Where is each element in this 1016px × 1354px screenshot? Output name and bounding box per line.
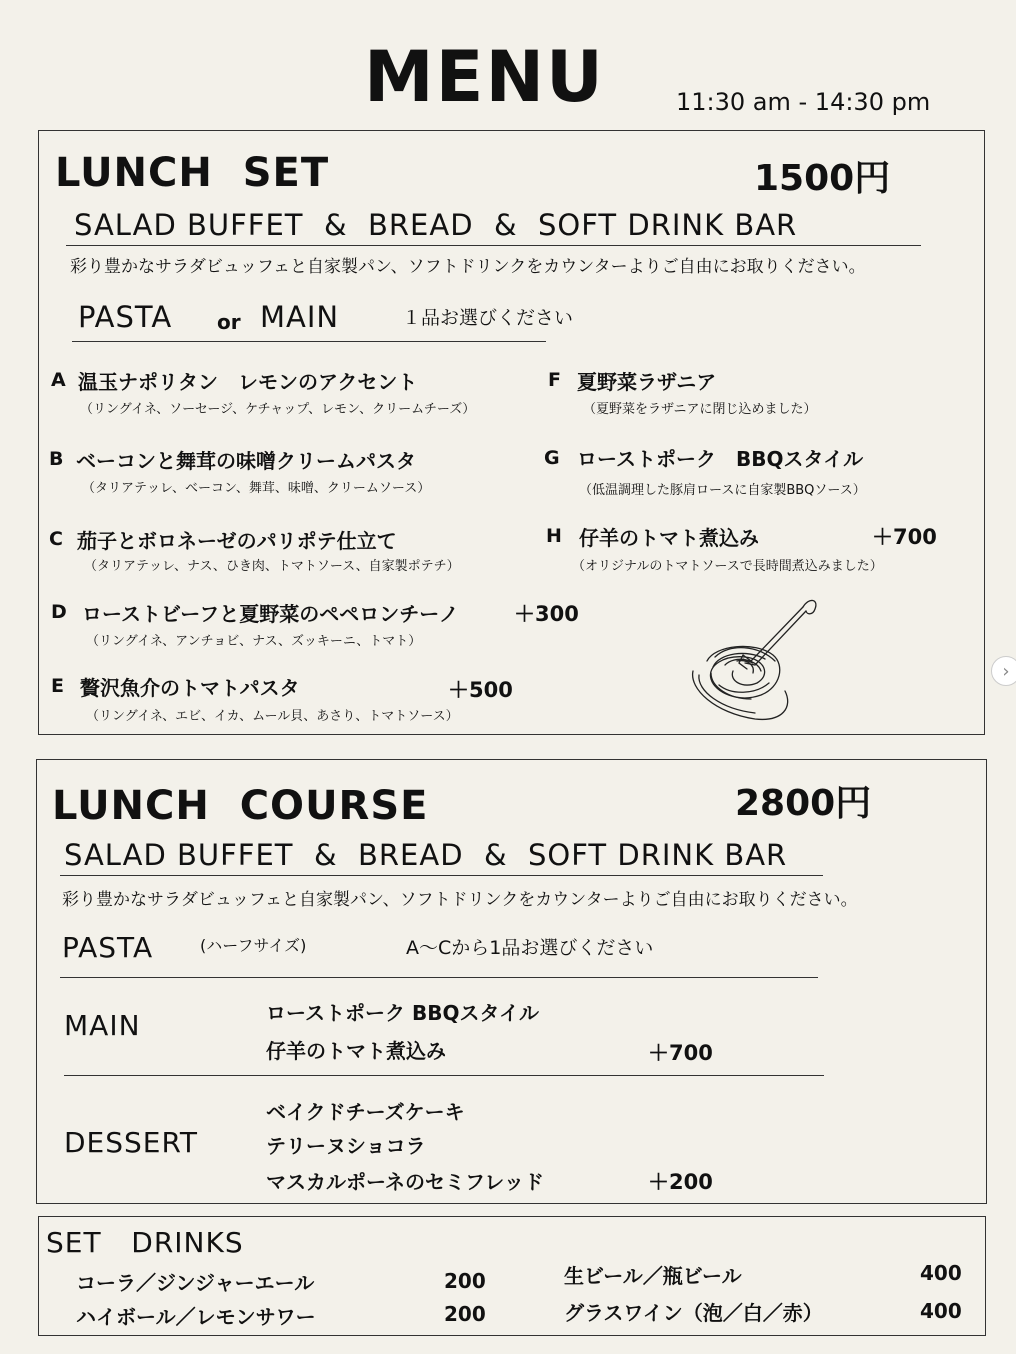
item-extra-price: ＋700 <box>872 525 937 549</box>
lunch-course-included: SALAD BUFFET & BREAD & SOFT DRINK BAR <box>64 838 788 872</box>
item-name: ローストビーフと夏野菜のペペロンチーノ <box>82 602 459 626</box>
drink-price: 400 <box>920 1299 962 1323</box>
drink-price: 200 <box>444 1302 486 1326</box>
lunch-course-price: 2800円 <box>735 783 872 824</box>
lunch-set-included-desc: 彩り豊かなサラダビュッフェと自家製パン、ソフトドリンクをカウンターよりご自由にお取りください。 <box>70 257 866 277</box>
lunch-set-included-rule <box>66 245 921 246</box>
item-note: （リングイネ、アンチョビ、ナス、ズッキーニ、トマト） <box>86 634 422 649</box>
item-letter: G <box>544 447 560 469</box>
item-extra-price: ＋300 <box>514 602 579 626</box>
drink-price: 200 <box>444 1269 486 1293</box>
chevron-right-icon[interactable]: › <box>991 656 1016 686</box>
course-main-rule <box>64 1075 824 1076</box>
lunch-set-choice-main: MAIN <box>260 300 340 334</box>
drink-price: 400 <box>920 1261 962 1285</box>
lunch-set-included: SALAD BUFFET & BREAD & SOFT DRINK BAR <box>74 208 798 242</box>
item-letter: D <box>51 601 67 623</box>
pasta-fork-illustration <box>685 595 825 723</box>
lunch-set-choice-note: １品お選びください <box>402 307 574 329</box>
course-main-item: 仔羊のトマト煮込み <box>266 1039 446 1063</box>
item-letter: C <box>49 528 63 550</box>
set-drinks-heading: SET DRINKS <box>46 1226 244 1259</box>
course-pasta-rule <box>60 977 818 978</box>
item-note: （低温調理した豚肩ロースに自家製BBQソース） <box>579 483 866 498</box>
course-main-label: MAIN <box>64 1009 141 1042</box>
item-name: 仔羊のトマト煮込み <box>579 526 759 550</box>
lunch-set-heading: LUNCH SET <box>55 150 330 196</box>
course-dessert-label: DESSERT <box>64 1126 199 1159</box>
course-pasta-label: PASTA <box>62 931 154 964</box>
page-title: MENU <box>364 36 605 118</box>
lunch-set-choice-pasta: PASTA <box>78 300 173 334</box>
drink-name: グラスワイン（泡／白／赤） <box>564 1301 823 1325</box>
item-letter: H <box>546 525 562 547</box>
course-main-item: ローストポーク BBQスタイル <box>266 1001 540 1025</box>
item-note: （タリアテッレ、ベーコン、舞茸、味噌、クリームソース） <box>82 481 431 496</box>
drink-name: 生ビール／瓶ビール <box>564 1264 742 1288</box>
item-letter: B <box>49 448 64 470</box>
lunch-course-heading: LUNCH COURSE <box>52 783 429 829</box>
lunch-set-price: 1500円 <box>754 158 891 199</box>
item-note: （オリジナルのトマトソースで長時間煮込みました） <box>572 559 883 574</box>
item-name: ローストポーク BBQスタイル <box>577 447 864 471</box>
item-letter: A <box>51 369 66 391</box>
item-letter: E <box>51 675 64 697</box>
item-name: 夏野菜ラザニア <box>577 370 717 394</box>
item-name: 贅沢魚介のトマトパスタ <box>80 676 300 700</box>
course-dessert-item: テリーヌショコラ <box>266 1134 426 1158</box>
item-name: ベーコンと舞茸の味噌クリームパスタ <box>76 449 416 473</box>
item-name: 茄子とボロネーゼのパリポテ仕立て <box>77 529 397 553</box>
lunch-course-included-desc: 彩り豊かなサラダビュッフェと自家製パン、ソフトドリンクをカウンターよりご自由にお取りください。 <box>62 890 858 910</box>
course-dessert-item: マスカルポーネのセミフレッド <box>266 1170 544 1194</box>
course-dessert-extra-price: ＋200 <box>648 1170 713 1194</box>
lunch-course-included-rule <box>60 875 823 876</box>
business-hours: 11:30 am - 14:30 pm <box>676 88 931 116</box>
lunch-set-choice-or: or <box>217 310 241 334</box>
item-note: （リングイネ、ソーセージ、ケチャップ、レモン、クリームチーズ） <box>80 402 476 417</box>
lunch-set-choice-rule <box>72 341 546 342</box>
item-note: （夏野菜をラザニアに閉じ込めました） <box>583 402 817 417</box>
item-extra-price: ＋500 <box>448 678 513 702</box>
item-letter: F <box>548 369 561 391</box>
drink-name: ハイボール／レモンサワー <box>76 1305 316 1329</box>
item-name: 温玉ナポリタン レモンのアクセント <box>78 370 418 394</box>
item-note: （タリアテッレ、ナス、ひき肉、トマトソース、自家製ポテチ） <box>84 559 460 574</box>
course-main-extra-price: ＋700 <box>648 1041 713 1065</box>
drink-name: コーラ／ジンジャーエール <box>76 1271 315 1295</box>
item-note: （リングイネ、エビ、イカ、ムール貝、あさり、トマトソース） <box>86 709 459 724</box>
course-pasta-note: A〜Cから1品お選びください <box>406 937 654 959</box>
course-pasta-size: (ハーフサイズ) <box>200 936 307 955</box>
course-dessert-item: ベイクドチーズケーキ <box>266 1100 465 1124</box>
